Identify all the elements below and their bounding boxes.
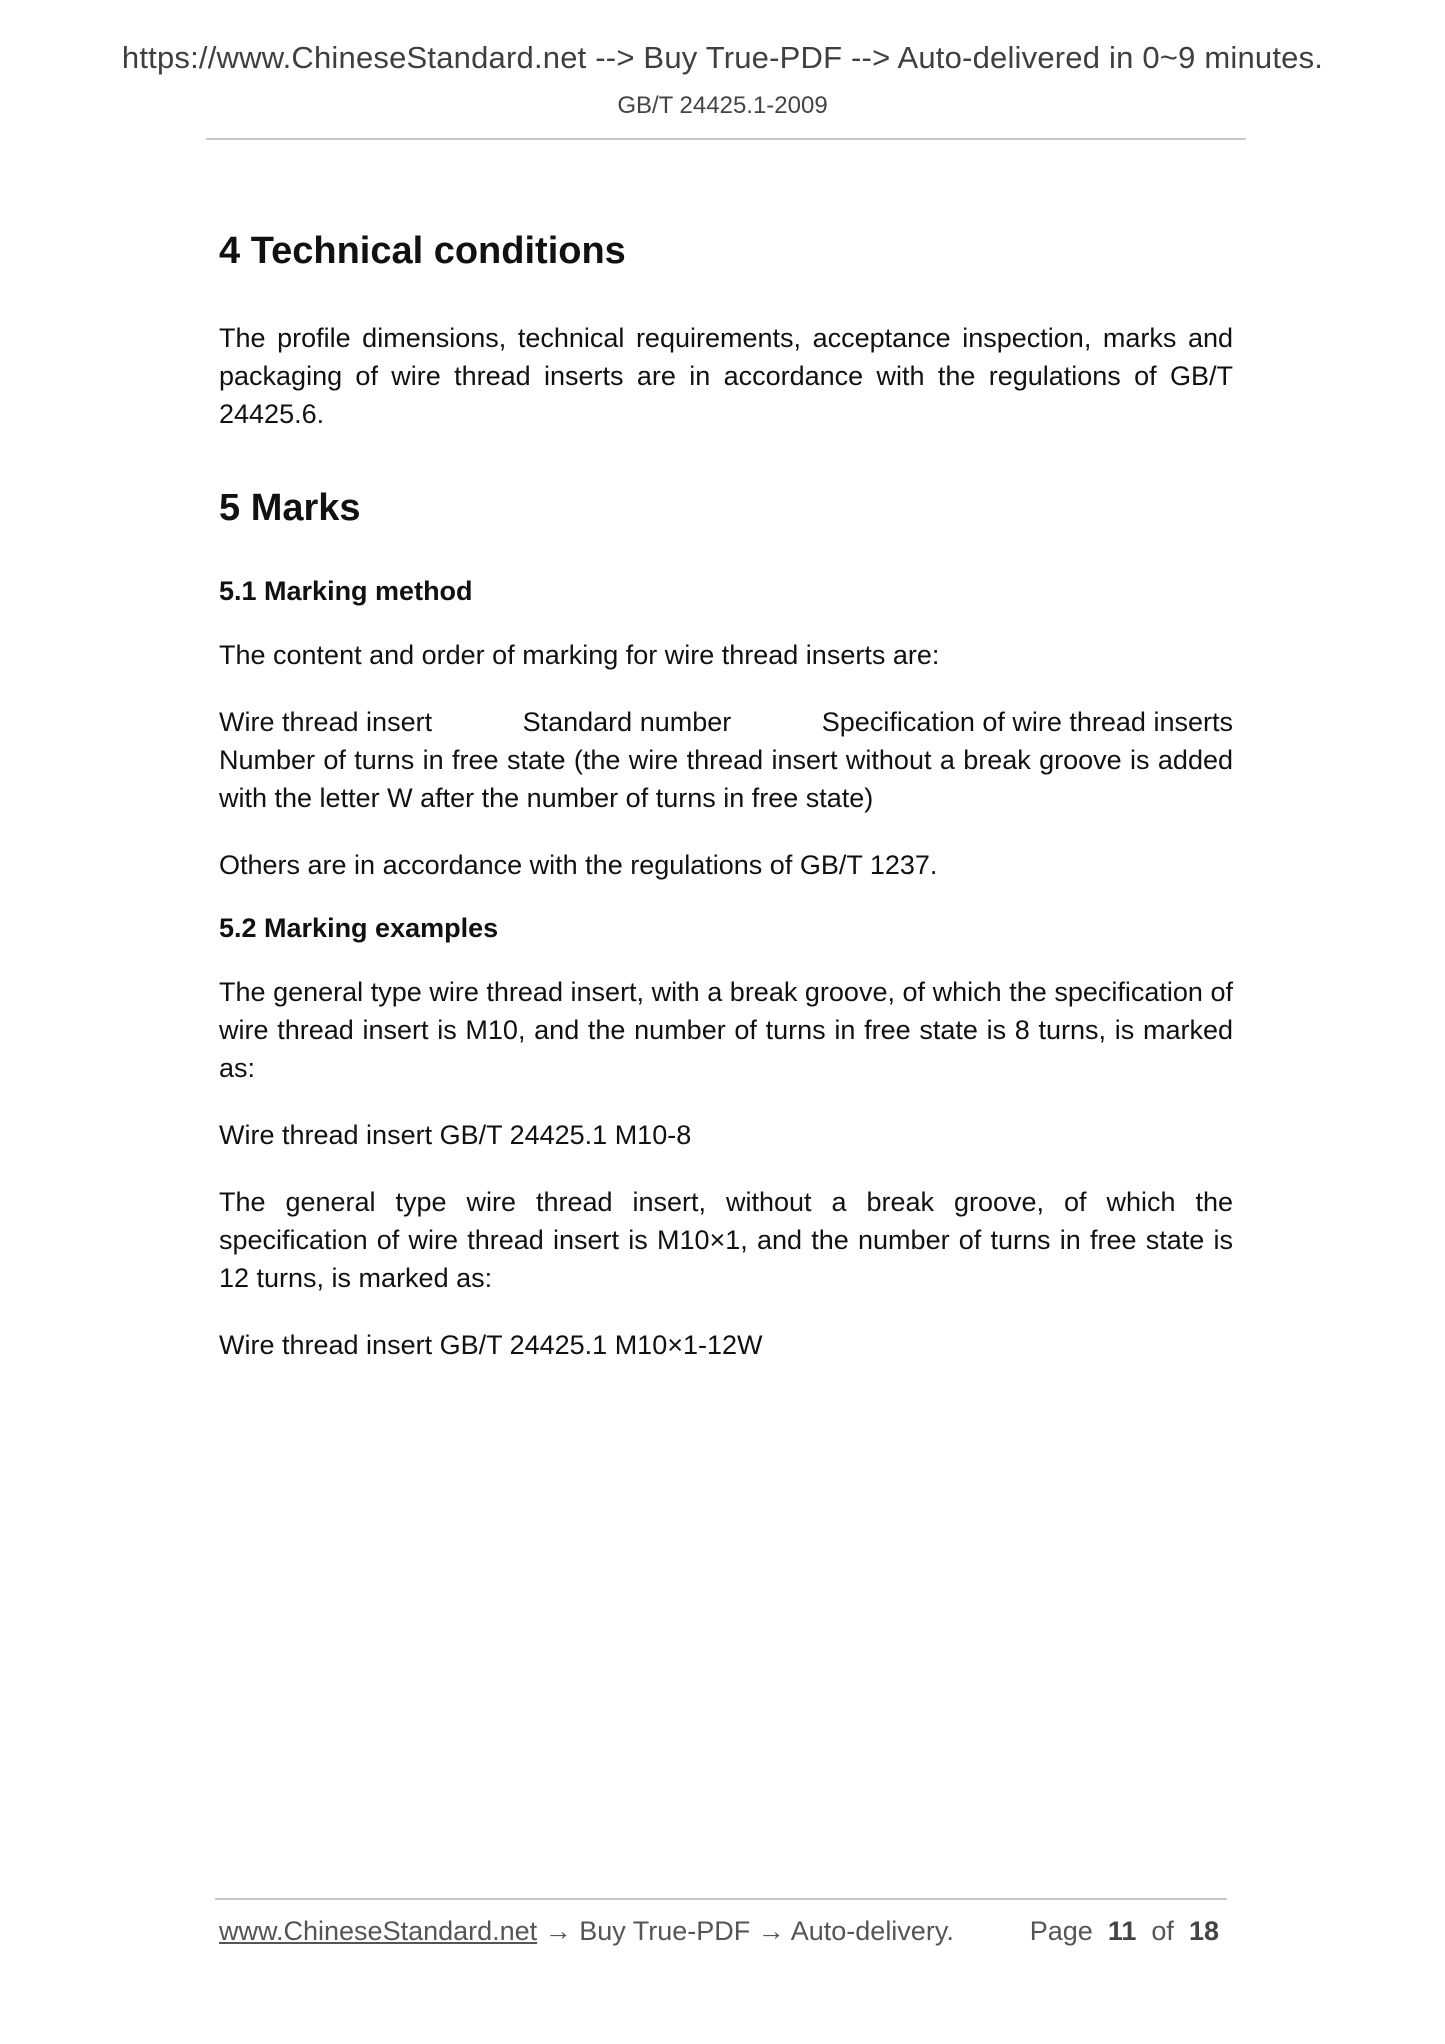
section-5-1-title: 5.1 Marking method bbox=[219, 576, 473, 606]
section-5-title: 5 Marks bbox=[219, 487, 361, 529]
page-of: of bbox=[1151, 1916, 1174, 1946]
marking-items-row bbox=[219, 703, 1233, 741]
page-indicator bbox=[1030, 1916, 1219, 1947]
example-1-mark: Wire thread insert GB/T 24425.1 M10-8 bbox=[219, 1120, 692, 1150]
page-label: Page bbox=[1029, 1916, 1093, 1946]
others-note: Others are in accordance with the regulations of GB/T 1237. bbox=[219, 850, 938, 880]
page-footer bbox=[219, 1916, 1219, 1947]
section-4-paragraph: The profile dimensions, technical requirements, acceptance inspection, marks and packaging of wire thread inserts are in accordance with the regulations of GB/T 24425.6. bbox=[219, 323, 1233, 429]
marking-item: Wire thread insert bbox=[219, 707, 433, 737]
footer-divider bbox=[215, 1898, 1227, 1900]
example-2-mark: Wire thread insert GB/T 24425.1 M10×1-12W bbox=[219, 1330, 763, 1360]
example-1-description: The general type wire thread insert, with a break groove, of which the specification of wire thread insert is M10, and the number of turns in free state is 8 turns, is marked as: bbox=[219, 977, 1233, 1083]
page-total: 18 bbox=[1188, 1916, 1219, 1946]
header-banner: https://www.ChineseStandard.net --> Buy True-PDF --> Auto-delivered in 0~9 minutes. bbox=[121, 40, 1324, 75]
standard-code: GB/T 24425.1-2009 bbox=[617, 92, 828, 119]
section-4-title: 4 Technical conditions bbox=[219, 230, 626, 272]
page-current: 11 bbox=[1107, 1916, 1137, 1946]
header-divider bbox=[206, 138, 1246, 140]
footer-text bbox=[219, 1916, 954, 1947]
turns-note: Number of turns in free state (the wire thread insert without a break groove is added with the letter W after the number of turns in free state) bbox=[219, 745, 1233, 813]
marking-intro: The content and order of marking for wire thread inserts are: bbox=[219, 640, 940, 670]
marking-item: Specification of wire thread inserts bbox=[821, 707, 1233, 737]
footer-tail: → Buy True-PDF → Auto-delivery. bbox=[537, 1916, 954, 1946]
document-body bbox=[219, 230, 1233, 1364]
section-5-2-title: 5.2 Marking examples bbox=[219, 913, 499, 943]
example-2-description: The general type wire thread insert, without a break groove, of which the specification of wire thread insert is M10×1, and the number of turns in free state is 12 turns, is marked as: bbox=[219, 1187, 1233, 1293]
marking-item: Standard number bbox=[522, 707, 732, 737]
footer-link[interactable]: www.ChineseStandard.net bbox=[219, 1916, 538, 1946]
